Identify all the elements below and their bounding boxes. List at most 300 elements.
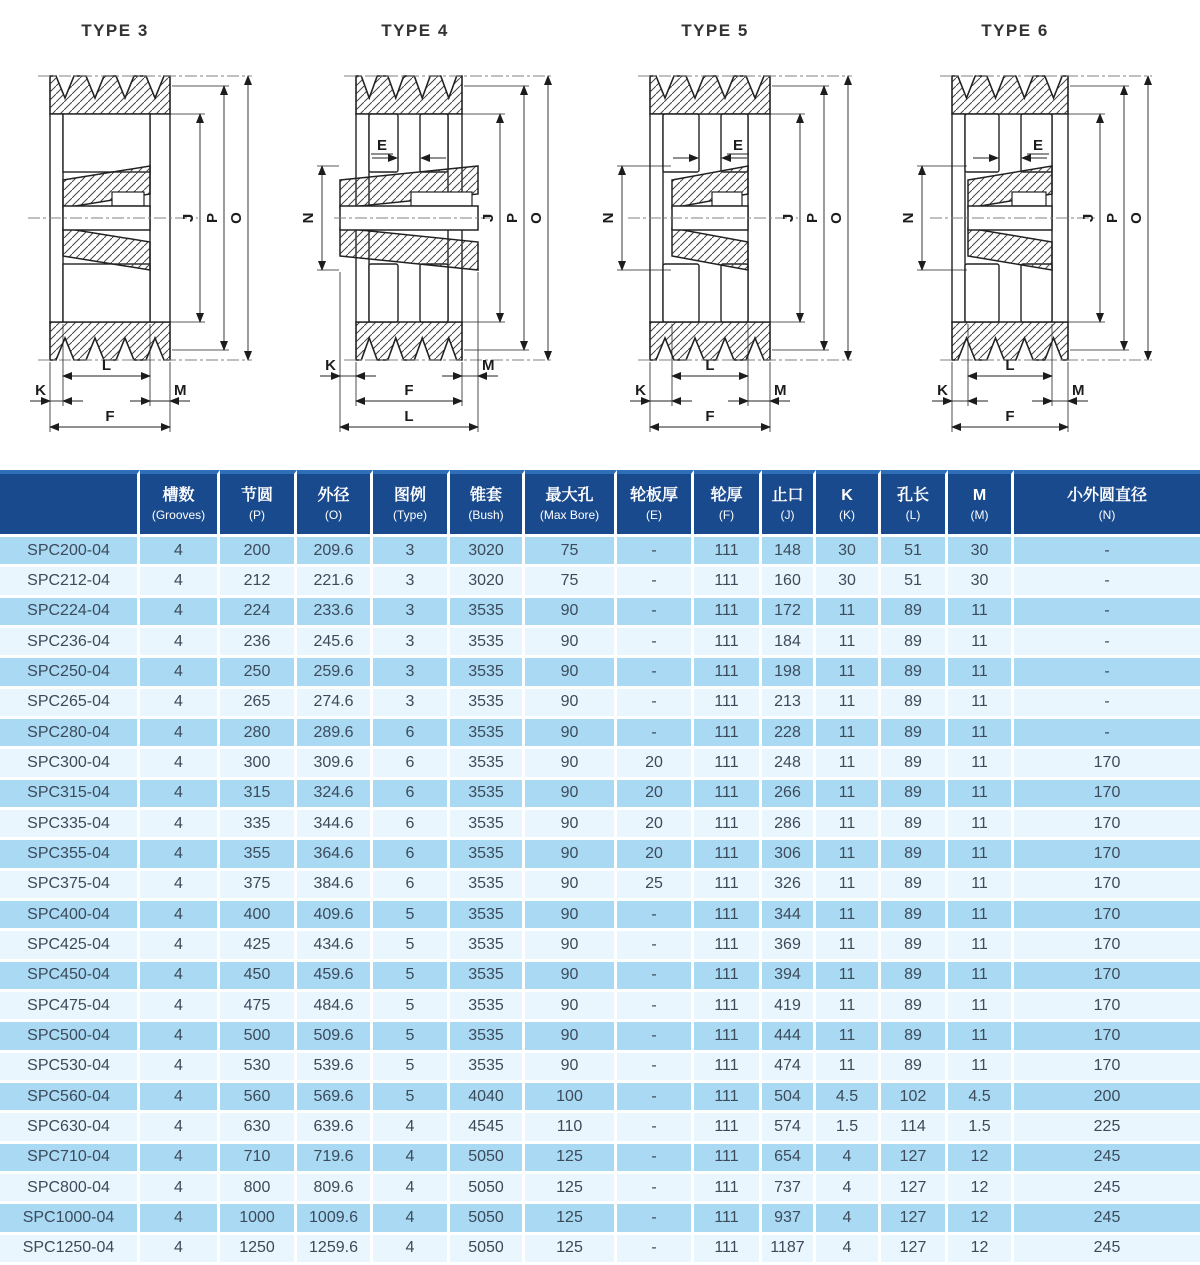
cell: 111	[694, 567, 762, 597]
dim-label-F: F	[1005, 408, 1015, 425]
cell: 1187	[762, 1235, 816, 1265]
cell: 364.6	[297, 840, 373, 870]
cell: 355	[220, 840, 297, 870]
table-row	[0, 537, 1200, 567]
table-row	[0, 1022, 1200, 1052]
pulley-drawing	[300, 46, 600, 458]
cell: 1259.6	[297, 1235, 373, 1265]
cell: 11	[948, 719, 1014, 749]
dim-label-L: L	[404, 408, 414, 425]
cell: 90	[525, 992, 617, 1022]
cell: 111	[694, 628, 762, 658]
cell: 221.6	[297, 567, 373, 597]
cell: 110	[525, 1113, 617, 1143]
cell: 11	[948, 840, 1014, 870]
dim-label-P: P	[1104, 212, 1121, 224]
cell: 3535	[450, 1022, 525, 1052]
cell: -	[1014, 598, 1200, 628]
column-header	[948, 470, 1014, 537]
dim-label-L: L	[1005, 357, 1015, 374]
cell: 89	[881, 992, 948, 1022]
cell: 4	[140, 749, 220, 779]
table-row	[0, 780, 1200, 810]
cell: 4	[373, 1113, 450, 1143]
cell: 172	[762, 598, 816, 628]
cell: 710	[220, 1144, 297, 1174]
cell: 170	[1014, 871, 1200, 901]
cell: 574	[762, 1113, 816, 1143]
cell: 11	[948, 1022, 1014, 1052]
table-body	[0, 537, 1200, 1265]
table-row	[0, 840, 1200, 870]
table-row	[0, 719, 1200, 749]
column-header	[617, 470, 694, 537]
spec-table	[0, 470, 1200, 1265]
cell: 530	[220, 1053, 297, 1083]
cell: 4	[373, 1204, 450, 1234]
cell: 11	[948, 1053, 1014, 1083]
cell: 4	[816, 1235, 881, 1265]
cell: 5	[373, 1083, 450, 1113]
column-header-en: (Max Bore)	[539, 507, 600, 522]
cell: 375	[220, 871, 297, 901]
dim-label-N: N	[600, 212, 617, 224]
cell: -	[617, 598, 694, 628]
cell: 127	[881, 1235, 948, 1265]
cell: -	[617, 719, 694, 749]
cell-model: SPC500-04	[0, 1022, 140, 1052]
cell: 335	[220, 810, 297, 840]
cell: 89	[881, 1022, 948, 1052]
cell: 90	[525, 749, 617, 779]
pulley-drawing	[900, 46, 1200, 458]
cell: 1000	[220, 1204, 297, 1234]
cell: -	[617, 1204, 694, 1234]
cell: 4	[140, 840, 220, 870]
cell: 11	[948, 931, 1014, 961]
cell: 484.6	[297, 992, 373, 1022]
cell: 4	[140, 871, 220, 901]
cell: -	[617, 628, 694, 658]
cell: 6	[373, 840, 450, 870]
cell: 6	[373, 719, 450, 749]
cell: -	[617, 689, 694, 719]
cell: 89	[881, 598, 948, 628]
cell: 3535	[450, 901, 525, 931]
cell: 111	[694, 1174, 762, 1204]
cell-model: SPC630-04	[0, 1113, 140, 1143]
cell: 5	[373, 962, 450, 992]
cell: 409.6	[297, 901, 373, 931]
cell: 25	[617, 871, 694, 901]
column-header-zh: 轮板厚	[629, 486, 678, 504]
cell: 228	[762, 719, 816, 749]
cell: 114	[881, 1113, 948, 1143]
cell: 89	[881, 871, 948, 901]
column-header	[297, 470, 373, 537]
cell: 11	[816, 840, 881, 870]
cell-model: SPC560-04	[0, 1083, 140, 1113]
cell: 809.6	[297, 1174, 373, 1204]
cell: 170	[1014, 901, 1200, 931]
cell: 111	[694, 840, 762, 870]
table-row	[0, 598, 1200, 628]
cell-model: SPC530-04	[0, 1053, 140, 1083]
cell: 265	[220, 689, 297, 719]
cell: 89	[881, 628, 948, 658]
column-header-zh: 孔长	[896, 486, 929, 504]
cell: 127	[881, 1144, 948, 1174]
cell: 111	[694, 598, 762, 628]
cell: 11	[948, 871, 1014, 901]
table-row	[0, 1113, 1200, 1143]
cell: 90	[525, 931, 617, 961]
cell: 11	[948, 749, 1014, 779]
cell-model: SPC212-04	[0, 567, 140, 597]
cell: 425	[220, 931, 297, 961]
cell: 90	[525, 871, 617, 901]
cell: 4	[140, 689, 220, 719]
dim-label-F: F	[705, 408, 715, 425]
cell: -	[1014, 537, 1200, 567]
table-row	[0, 810, 1200, 840]
cell: 20	[617, 810, 694, 840]
cell: 20	[617, 840, 694, 870]
cell: 4	[140, 810, 220, 840]
cell: 11	[948, 992, 1014, 1022]
dim-label-E: E	[732, 137, 744, 154]
cell: -	[1014, 689, 1200, 719]
cell: 306	[762, 840, 816, 870]
cell: 434.6	[297, 931, 373, 961]
cell-model: SPC1000-04	[0, 1204, 140, 1234]
cell: -	[1014, 658, 1200, 688]
cell-model: SPC250-04	[0, 658, 140, 688]
dim-label-N: N	[300, 212, 317, 224]
cell-model: SPC400-04	[0, 901, 140, 931]
cell: 509.6	[297, 1022, 373, 1052]
cell: 344	[762, 901, 816, 931]
cell: 89	[881, 749, 948, 779]
column-header	[881, 470, 948, 537]
cell: 111	[694, 1053, 762, 1083]
cell: 250	[220, 658, 297, 688]
column-header	[450, 470, 525, 537]
cell: 148	[762, 537, 816, 567]
cell: -	[617, 1235, 694, 1265]
cell: 1009.6	[297, 1204, 373, 1234]
cell: 170	[1014, 840, 1200, 870]
cell: 125	[525, 1235, 617, 1265]
table-row	[0, 1174, 1200, 1204]
cell: 100	[525, 1083, 617, 1113]
cell: 160	[762, 567, 816, 597]
cell-model: SPC335-04	[0, 810, 140, 840]
dim-label-J: J	[180, 213, 197, 223]
cell: 3535	[450, 931, 525, 961]
cell: 127	[881, 1174, 948, 1204]
cell: 3535	[450, 810, 525, 840]
cell: 90	[525, 598, 617, 628]
cell: 90	[525, 1053, 617, 1083]
column-header	[1014, 470, 1200, 537]
cell: 394	[762, 962, 816, 992]
column-header	[140, 470, 220, 537]
cell: 4	[140, 1204, 220, 1234]
cell: 300	[220, 749, 297, 779]
cell: 11	[816, 901, 881, 931]
cell: 89	[881, 780, 948, 810]
table-row	[0, 871, 1200, 901]
cell: 90	[525, 962, 617, 992]
cell: 30	[816, 537, 881, 567]
cell: 1.5	[816, 1113, 881, 1143]
cell: 5050	[450, 1235, 525, 1265]
cell: 90	[525, 658, 617, 688]
cell: 4	[140, 658, 220, 688]
cell-model: SPC355-04	[0, 840, 140, 870]
cell: 4	[140, 1235, 220, 1265]
cell: 111	[694, 1144, 762, 1174]
cell: -	[617, 537, 694, 567]
dim-label-K: K	[325, 357, 336, 374]
cell: 12	[948, 1204, 1014, 1234]
cell: 3535	[450, 840, 525, 870]
column-header	[816, 470, 881, 537]
pulley-figure-5	[600, 0, 900, 470]
table-row	[0, 689, 1200, 719]
cell: 11	[816, 689, 881, 719]
table-row	[0, 628, 1200, 658]
cell: 125	[525, 1174, 617, 1204]
cell: 259.6	[297, 658, 373, 688]
cell-model: SPC450-04	[0, 962, 140, 992]
cell: 111	[694, 1113, 762, 1143]
cell: 474	[762, 1053, 816, 1083]
cell: 12	[948, 1235, 1014, 1265]
cell: 236	[220, 628, 297, 658]
cell: 170	[1014, 1053, 1200, 1083]
cell: 3	[373, 658, 450, 688]
cell-model: SPC236-04	[0, 628, 140, 658]
cell: 4	[140, 962, 220, 992]
cell: 90	[525, 901, 617, 931]
column-header-zh: 图例	[393, 486, 426, 504]
cell: 170	[1014, 749, 1200, 779]
cell: 4	[373, 1144, 450, 1174]
cell: 30	[948, 537, 1014, 567]
cell: 5050	[450, 1204, 525, 1234]
cell: 6	[373, 810, 450, 840]
dim-label-O: O	[1128, 212, 1145, 224]
cell: 4	[140, 780, 220, 810]
cell: 344.6	[297, 810, 373, 840]
cell: 444	[762, 1022, 816, 1052]
column-header	[373, 470, 450, 537]
cell: 170	[1014, 992, 1200, 1022]
cell: 89	[881, 931, 948, 961]
cell: 1.5	[948, 1113, 1014, 1143]
cell: 111	[694, 992, 762, 1022]
cell: 737	[762, 1174, 816, 1204]
cell: 5	[373, 1022, 450, 1052]
table-row	[0, 992, 1200, 1022]
cell: 4	[140, 1174, 220, 1204]
cell: 89	[881, 719, 948, 749]
cell: 3	[373, 598, 450, 628]
cell: 4	[140, 1053, 220, 1083]
figure-title: TYPE 3	[81, 21, 149, 40]
dim-label-F: F	[105, 408, 115, 425]
cell-model: SPC475-04	[0, 992, 140, 1022]
cell: -	[617, 962, 694, 992]
header-row	[0, 470, 1200, 537]
cell: 111	[694, 719, 762, 749]
cell: 719.6	[297, 1144, 373, 1174]
cell: 111	[694, 1022, 762, 1052]
cell: 89	[881, 810, 948, 840]
cell: 289.6	[297, 719, 373, 749]
cell: -	[617, 567, 694, 597]
cell: 11	[948, 810, 1014, 840]
cell: 504	[762, 1083, 816, 1113]
cell: 111	[694, 537, 762, 567]
column-header-zh: 槽数	[162, 486, 195, 504]
cell: 6	[373, 871, 450, 901]
cell: 75	[525, 567, 617, 597]
cell: 11	[948, 658, 1014, 688]
cell: 500	[220, 1022, 297, 1052]
cell: 11	[816, 871, 881, 901]
cell: -	[1014, 628, 1200, 658]
dim-label-E: E	[1032, 137, 1044, 154]
cell: 3535	[450, 992, 525, 1022]
cell-model: SPC200-04	[0, 537, 140, 567]
cell: 3535	[450, 628, 525, 658]
pulley-figure-6	[900, 0, 1200, 470]
pulley-type-figures	[0, 0, 1200, 470]
column-header-en: (F)	[718, 507, 735, 522]
column-header-en: (J)	[780, 507, 795, 522]
cell: 5050	[450, 1174, 525, 1204]
cell-model: SPC800-04	[0, 1174, 140, 1204]
table-row	[0, 1083, 1200, 1113]
cell: 4	[140, 719, 220, 749]
cell: 5	[373, 901, 450, 931]
cell: 3535	[450, 780, 525, 810]
cell: 111	[694, 901, 762, 931]
cell: 5	[373, 931, 450, 961]
cell: 245	[1014, 1174, 1200, 1204]
figure-title: TYPE 5	[681, 21, 749, 40]
cell: 654	[762, 1144, 816, 1174]
cell: 90	[525, 628, 617, 658]
column-header-en: (Type)	[392, 507, 427, 522]
cell-model: SPC375-04	[0, 871, 140, 901]
cell: 20	[617, 780, 694, 810]
dim-label-P: P	[504, 212, 521, 224]
cell: 89	[881, 689, 948, 719]
dim-label-P: P	[804, 212, 821, 224]
cell: 4	[140, 1144, 220, 1174]
cell: 539.6	[297, 1053, 373, 1083]
column-header-zh: 止口	[771, 486, 804, 504]
table-row	[0, 962, 1200, 992]
column-header-en: (L)	[905, 507, 921, 522]
figure-title: TYPE 6	[981, 21, 1049, 40]
cell: 5	[373, 1053, 450, 1083]
cell: 111	[694, 810, 762, 840]
cell: 111	[694, 1204, 762, 1234]
cell: 4	[140, 1022, 220, 1052]
column-header-en: (P)	[249, 507, 265, 522]
figure-title: TYPE 4	[381, 21, 449, 40]
table-row	[0, 567, 1200, 597]
column-header-en: (K)	[839, 507, 855, 522]
cell: 3535	[450, 1053, 525, 1083]
dim-label-J: J	[1080, 213, 1097, 223]
cell: 111	[694, 658, 762, 688]
table-header	[0, 470, 1200, 537]
cell: 3	[373, 537, 450, 567]
pulley-drawing	[0, 46, 300, 458]
dim-label-E: E	[376, 137, 388, 154]
cell: 286	[762, 810, 816, 840]
cell: 11	[816, 931, 881, 961]
cell: 89	[881, 962, 948, 992]
cell: 4	[140, 567, 220, 597]
dim-label-N: N	[900, 212, 917, 224]
cell: 4	[373, 1235, 450, 1265]
cell: 3535	[450, 871, 525, 901]
cell: 102	[881, 1083, 948, 1113]
cell: 89	[881, 840, 948, 870]
cell: 224	[220, 598, 297, 628]
cell: 111	[694, 931, 762, 961]
column-header	[0, 470, 140, 537]
cell: 248	[762, 749, 816, 779]
dim-label-M: M	[774, 382, 787, 399]
cell: 3020	[450, 537, 525, 567]
column-header-en: (M)	[970, 507, 989, 522]
cell: 90	[525, 689, 617, 719]
cell: 4	[816, 1174, 881, 1204]
cell: 11	[948, 901, 1014, 931]
cell: 111	[694, 749, 762, 779]
cell: 125	[525, 1144, 617, 1174]
cell: 4.5	[948, 1083, 1014, 1113]
cell-model: SPC315-04	[0, 780, 140, 810]
cell: -	[617, 658, 694, 688]
cell: 3535	[450, 962, 525, 992]
cell: 3535	[450, 689, 525, 719]
cell: 89	[881, 658, 948, 688]
cell: 3	[373, 628, 450, 658]
cell: 4	[140, 1083, 220, 1113]
cell: 11	[948, 689, 1014, 719]
column-header	[762, 470, 816, 537]
column-header-zh: 最大孔	[545, 486, 594, 504]
cell: 5	[373, 992, 450, 1022]
cell: 90	[525, 719, 617, 749]
cell: 213	[762, 689, 816, 719]
cell-model: SPC710-04	[0, 1144, 140, 1174]
cell: 4	[373, 1174, 450, 1204]
table-row	[0, 1204, 1200, 1234]
cell: 384.6	[297, 871, 373, 901]
cell: 4.5	[816, 1083, 881, 1113]
cell: -	[617, 1174, 694, 1204]
